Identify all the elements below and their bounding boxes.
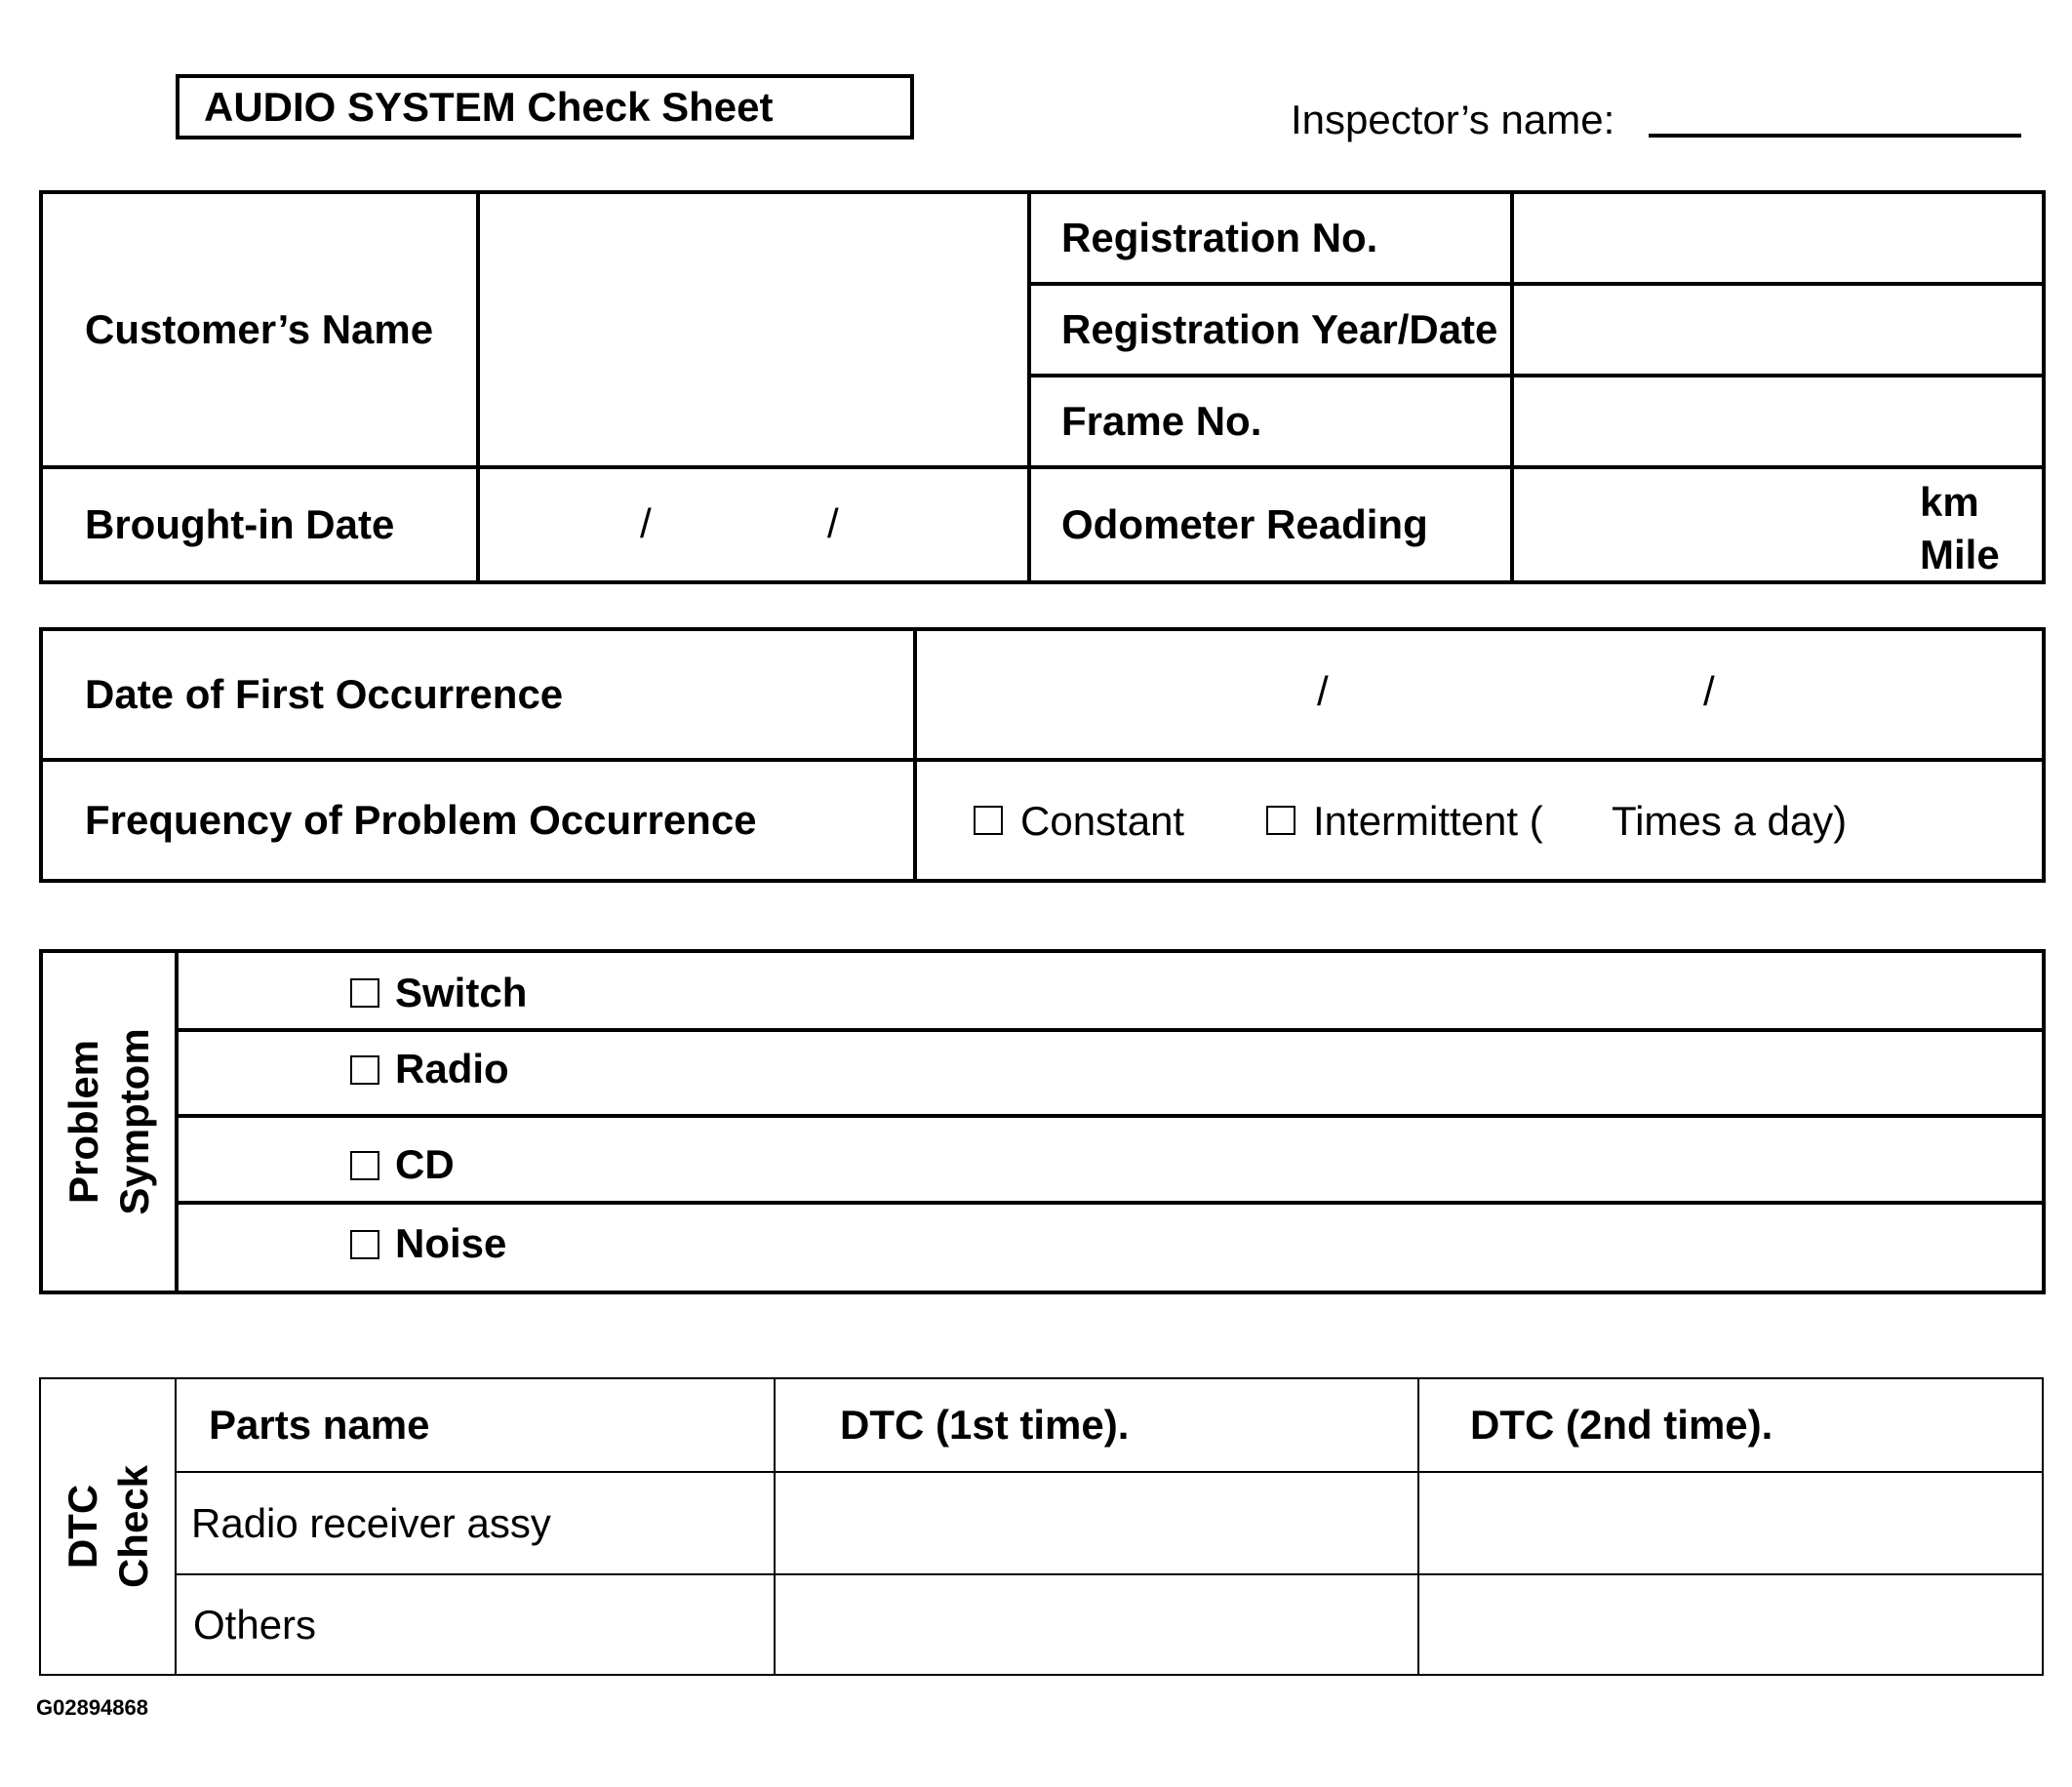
dtc-check-table bbox=[39, 1377, 2044, 1676]
parts-name-header: Parts name bbox=[176, 1378, 775, 1472]
date-separator: / bbox=[640, 500, 652, 546]
first-occurrence-field[interactable] bbox=[915, 629, 2044, 760]
constant-checkbox[interactable] bbox=[974, 806, 1003, 835]
first-occurrence-label: Date of First Occurrence bbox=[41, 629, 915, 760]
figure-code: G02894868 bbox=[36, 1695, 148, 1720]
frequency-options bbox=[915, 760, 2044, 881]
inspector-name-label: Inspector’s name: bbox=[1291, 97, 1615, 142]
switch-checkbox[interactable] bbox=[350, 978, 379, 1008]
registration-year-field[interactable] bbox=[1512, 284, 2044, 376]
dtc-1st-time-header: DTC (1st time). bbox=[775, 1378, 1418, 1472]
switch-label: Switch bbox=[395, 970, 528, 1015]
radio-label: Radio bbox=[395, 1046, 509, 1092]
radio-checkbox[interactable] bbox=[350, 1055, 379, 1085]
frame-no-field[interactable] bbox=[1512, 376, 2044, 467]
odometer-reading-field[interactable] bbox=[1512, 467, 2044, 582]
dtc-1st-radio-receiver-field[interactable] bbox=[775, 1472, 1418, 1574]
brought-in-date-field[interactable] bbox=[478, 467, 1029, 582]
noise-label: Noise bbox=[395, 1220, 507, 1266]
symptom-row-radio bbox=[177, 1030, 2044, 1116]
odometer-reading-label: Odometer Reading bbox=[1029, 467, 1512, 582]
customer-name-label: Customer’s Name bbox=[41, 192, 478, 467]
intermittent-checkbox[interactable] bbox=[1266, 806, 1295, 835]
date-separator: / bbox=[1703, 668, 1715, 714]
customer-name-field[interactable] bbox=[478, 192, 1029, 467]
times-a-day-label: Times a day) bbox=[1612, 798, 1848, 844]
dtc-check-heading bbox=[40, 1378, 176, 1675]
dtc-2nd-radio-receiver-field[interactable] bbox=[1418, 1472, 2043, 1574]
date-separator: / bbox=[827, 500, 839, 546]
dtc-2nd-others-field[interactable] bbox=[1418, 1574, 2043, 1675]
cd-checkbox[interactable] bbox=[350, 1151, 379, 1180]
problem-symptom-heading-line1: Problem bbox=[60, 1039, 106, 1205]
unit-mile: Mile bbox=[1920, 532, 2000, 577]
dtc-check-heading-line2: Check bbox=[109, 1464, 156, 1589]
noise-checkbox[interactable] bbox=[350, 1230, 379, 1259]
page-title: AUDIO SYSTEM Check Sheet bbox=[176, 74, 914, 139]
symptom-row-switch bbox=[177, 951, 2044, 1030]
date-separator: / bbox=[1317, 668, 1329, 714]
registration-no-field[interactable] bbox=[1512, 192, 2044, 284]
dtc-check-heading-line1: DTC bbox=[59, 1484, 105, 1569]
vehicle-info-table bbox=[39, 190, 2046, 584]
unit-km: km bbox=[1920, 479, 1979, 525]
dtc-1st-others-field[interactable] bbox=[775, 1574, 1418, 1675]
registration-no-label: Registration No. bbox=[1029, 192, 1512, 284]
problem-symptom-heading bbox=[41, 951, 177, 1292]
parts-name-radio-receiver: Radio receiver assy bbox=[176, 1472, 775, 1574]
inspector-name-field[interactable] bbox=[1649, 134, 2021, 138]
constant-label: Constant bbox=[1020, 798, 1185, 844]
frame-no-label: Frame No. bbox=[1029, 376, 1512, 467]
registration-year-label: Registration Year/Date bbox=[1029, 284, 1512, 376]
symptom-row-noise bbox=[177, 1203, 2044, 1292]
parts-name-others: Others bbox=[176, 1574, 775, 1675]
intermittent-label: Intermittent ( bbox=[1313, 798, 1543, 844]
frequency-label: Frequency of Problem Occurrence bbox=[41, 760, 915, 881]
dtc-2nd-time-header: DTC (2nd time). bbox=[1418, 1378, 2043, 1472]
problem-symptom-table bbox=[39, 949, 2046, 1294]
cd-label: CD bbox=[395, 1141, 455, 1187]
occurrence-table bbox=[39, 627, 2046, 883]
problem-symptom-heading-line2: Symptom bbox=[110, 1028, 157, 1215]
brought-in-date-label: Brought-in Date bbox=[41, 467, 478, 582]
symptom-row-cd bbox=[177, 1116, 2044, 1203]
